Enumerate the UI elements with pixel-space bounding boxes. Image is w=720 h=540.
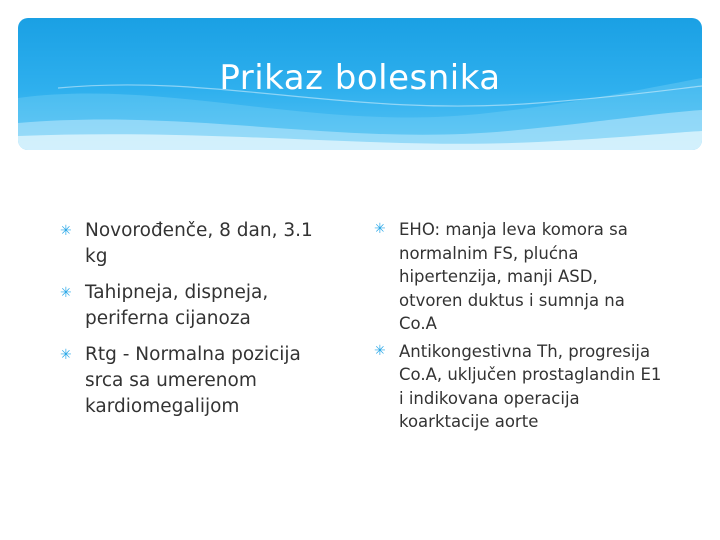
slide-title: Prikaz bolesnika xyxy=(219,58,501,98)
right-bullet-list xyxy=(374,218,664,434)
right-column xyxy=(374,218,664,438)
list-item-text: Tahipneja, dispneja, periferna cijanoza xyxy=(85,282,269,329)
asterisk-icon: ✳ xyxy=(60,285,72,301)
list-item xyxy=(374,218,664,336)
list-item xyxy=(60,280,340,332)
asterisk-icon: ✳ xyxy=(374,221,386,237)
list-item-text: EHO: manja leva komora sa normalnim FS, plućna hipertenzija, manji ASD, otvoren duktus i sumnja na Co.A xyxy=(399,220,628,333)
list-item xyxy=(60,342,340,420)
list-item-text: Antikongestivna Th, progresija Co.A, uključen prostaglandin E1 i indikovana operacija koarktacije aorte xyxy=(399,341,662,431)
list-item xyxy=(60,218,340,270)
asterisk-icon: ✳ xyxy=(374,342,386,359)
asterisk-icon: ✳ xyxy=(60,223,72,239)
asterisk-icon: ✳ xyxy=(60,347,72,363)
list-item-text: Novorođenče, 8 dan, 3.1 kg xyxy=(85,220,313,267)
left-column xyxy=(60,218,340,430)
list-item xyxy=(374,340,664,434)
left-bullet-list xyxy=(60,218,340,420)
list-item-text: Rtg - Normalna pozicija srca sa umerenom kardiomegalijom xyxy=(85,344,301,417)
